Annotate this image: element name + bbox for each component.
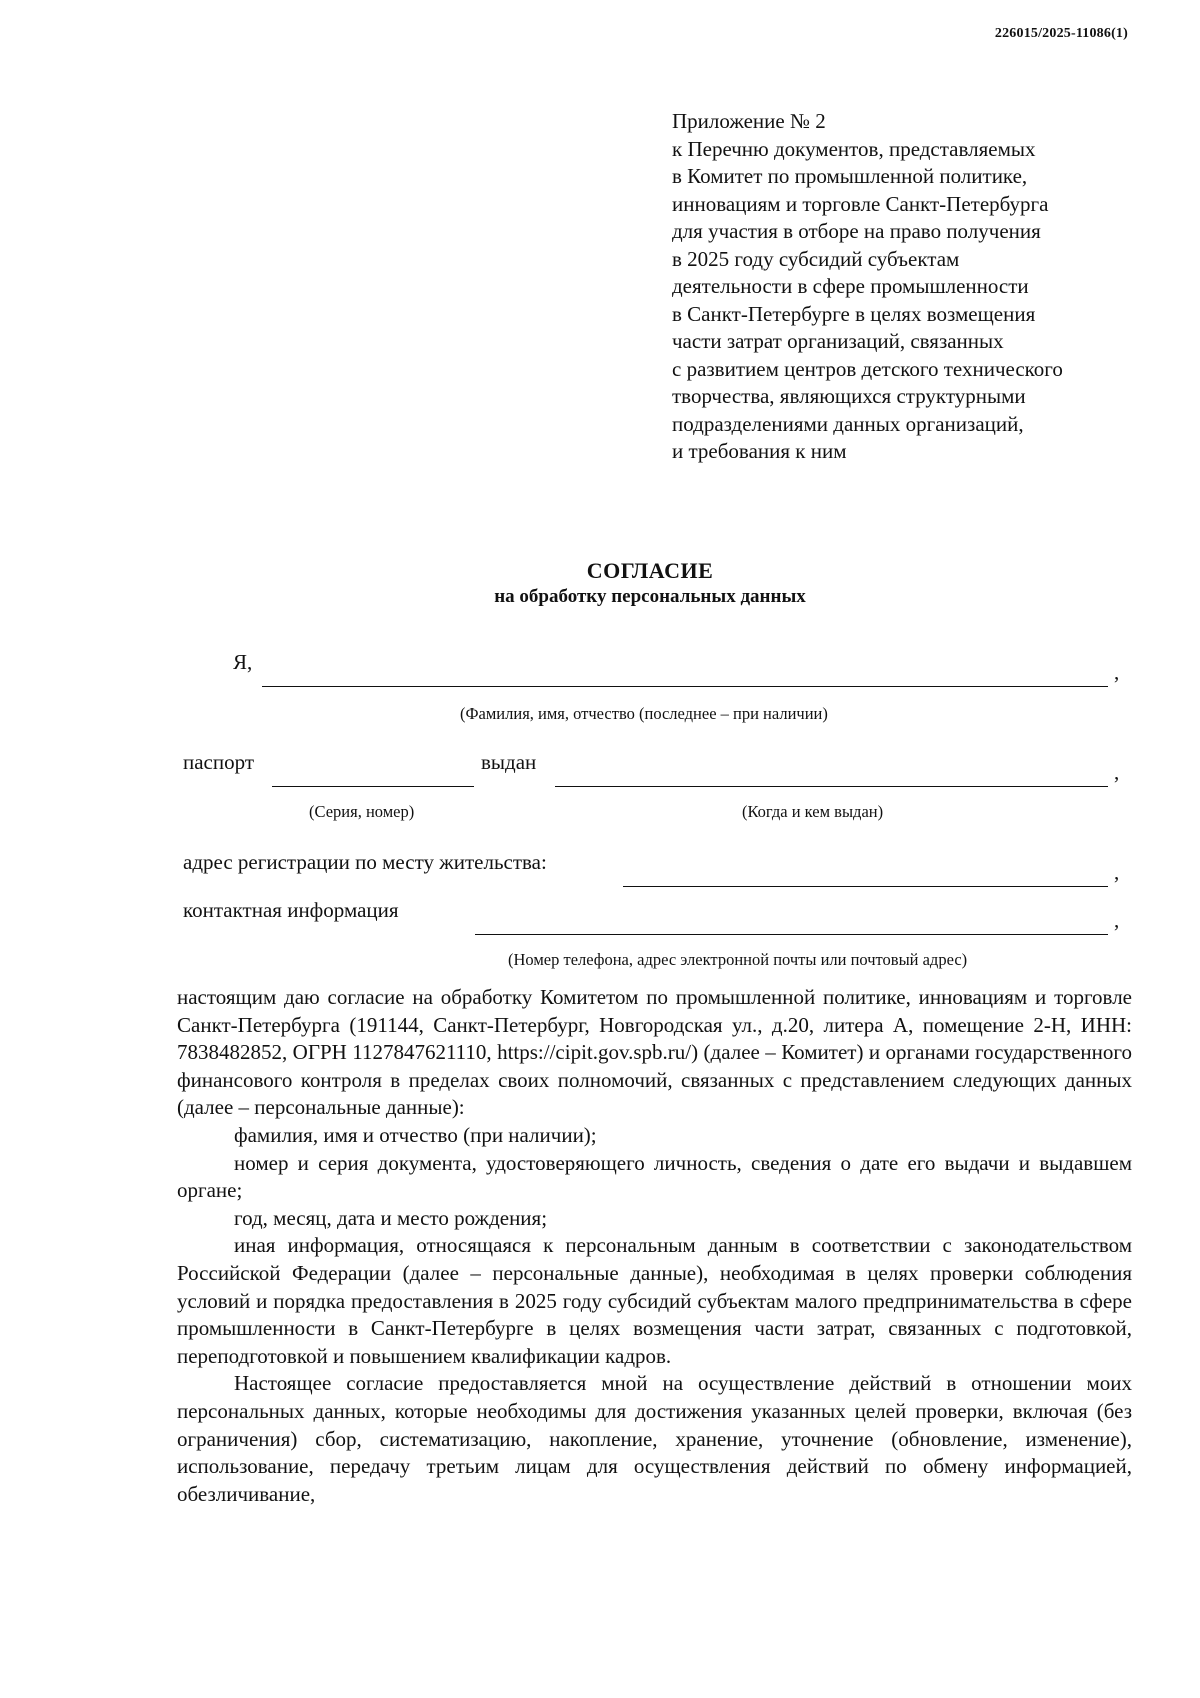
appendix-line: творчества, являющихся структурными — [672, 384, 1026, 408]
list-item: год, месяц, дата и место рождения; — [234, 1205, 548, 1230]
appendix-line: подразделениями данных организаций, — [672, 411, 1024, 436]
consent-paragraph: Настоящее согласие предоставляется мной на осуществление действий в отношении моих персональных данных, которые необходимы для достижения указанных целей проверки, включая (без ограничения) сбор, систематизацию, накопление, хранение, уточнение (обновление, изменение), использование, передачу третьим лицам для осуществления действий по обмену информацией, обезличивание, — [177, 1371, 1132, 1506]
passport-issued-caption: (Когда и кем выдан) — [742, 802, 884, 821]
consent-body — [177, 984, 1132, 1508]
passport-number-field[interactable] — [272, 786, 474, 787]
passport-issued-field[interactable] — [555, 786, 1108, 787]
passport-label: паспорт — [183, 750, 255, 774]
address-label: адрес регистрации по месту жительства: — [183, 850, 547, 874]
appendix-line: и требования к ним — [672, 439, 847, 463]
appendix-line: в Комитет по промышленной политике, — [672, 164, 1028, 188]
ya-label: Я, — [233, 650, 253, 674]
passport-number-caption: (Серия, номер) — [309, 802, 415, 821]
address-field[interactable] — [623, 886, 1108, 887]
contact-field[interactable] — [475, 934, 1108, 935]
list-item: фамилия, имя и отчество (при наличии); — [234, 1122, 597, 1147]
document-subtitle: на обработку персональных данных — [494, 586, 806, 607]
consent-paragraph: настоящим даю согласие на обработку Комитетом по промышленной политике, инновациям и торговле Санкт-Петербурга (191144, Санкт-Петербург, Новгородская ул., д.20, литера А, помещение 2-Н, ИНН: 7838482852, ОГРН 1127847621110, https://cipit.gov.spb.ru/) (далее – Комитет) и органами государственного финансового контроля в пределах своих полномочий, связанных с представлением следующих данных (далее – персональные данные): — [177, 985, 1132, 1120]
contact-label: контактная информация — [183, 898, 399, 922]
appendix-line: к Перечню документов, представляемых — [672, 136, 1036, 161]
appendix-line: инновациям и торговле Санкт-Петербурга — [672, 191, 1049, 216]
appendix-line: в Санкт-Петербурге в целях возмещения — [672, 301, 1036, 326]
comma: , — [1114, 760, 1120, 784]
full-name-field[interactable] — [262, 686, 1108, 687]
issued-label: выдан — [481, 750, 537, 774]
list-item: иная информация, относящаяся к персональным данным в соответствии с законодательством Российской Федерации (далее – персональные данные), необходимая в целях проверки соблюдения условий и порядка предоставления в 2025 году субсидий субъектам малого предпринимательства в сфере промышленности в Санкт-Петербурге в целях возмещения части затрат, связанных с подготовкой, переподготовкой и повышением квалификации кадров. — [177, 1233, 1132, 1368]
appendix-line: деятельности в сфере промышленности — [672, 274, 1029, 298]
comma: , — [1114, 660, 1120, 684]
appendix-block — [672, 108, 1172, 466]
registration-number: 226015/2025-11086(1) — [994, 26, 1128, 41]
contact-caption: (Номер телефона, адрес электронной почты или почтовый адрес) — [508, 950, 968, 969]
appendix-line: с развитием центров детского технического — [672, 356, 1063, 381]
document-title: СОГЛАСИЕ — [586, 558, 714, 583]
full-name-caption: (Фамилия, имя, отчество (последнее – при наличии) — [460, 704, 828, 723]
appendix-line: части затрат организаций, связанных — [672, 329, 1004, 353]
appendix-line: для участия в отборе на право получения — [672, 219, 1041, 243]
comma: , — [1114, 860, 1120, 884]
comma: , — [1114, 908, 1120, 932]
appendix-line: Приложение № 2 — [672, 109, 826, 133]
appendix-line: в 2025 году субсидий субъектам — [672, 246, 960, 271]
list-item: номер и серия документа, удостоверяющего личность, сведения о дате его выдачи и выдавшем органе; — [177, 1150, 1132, 1203]
